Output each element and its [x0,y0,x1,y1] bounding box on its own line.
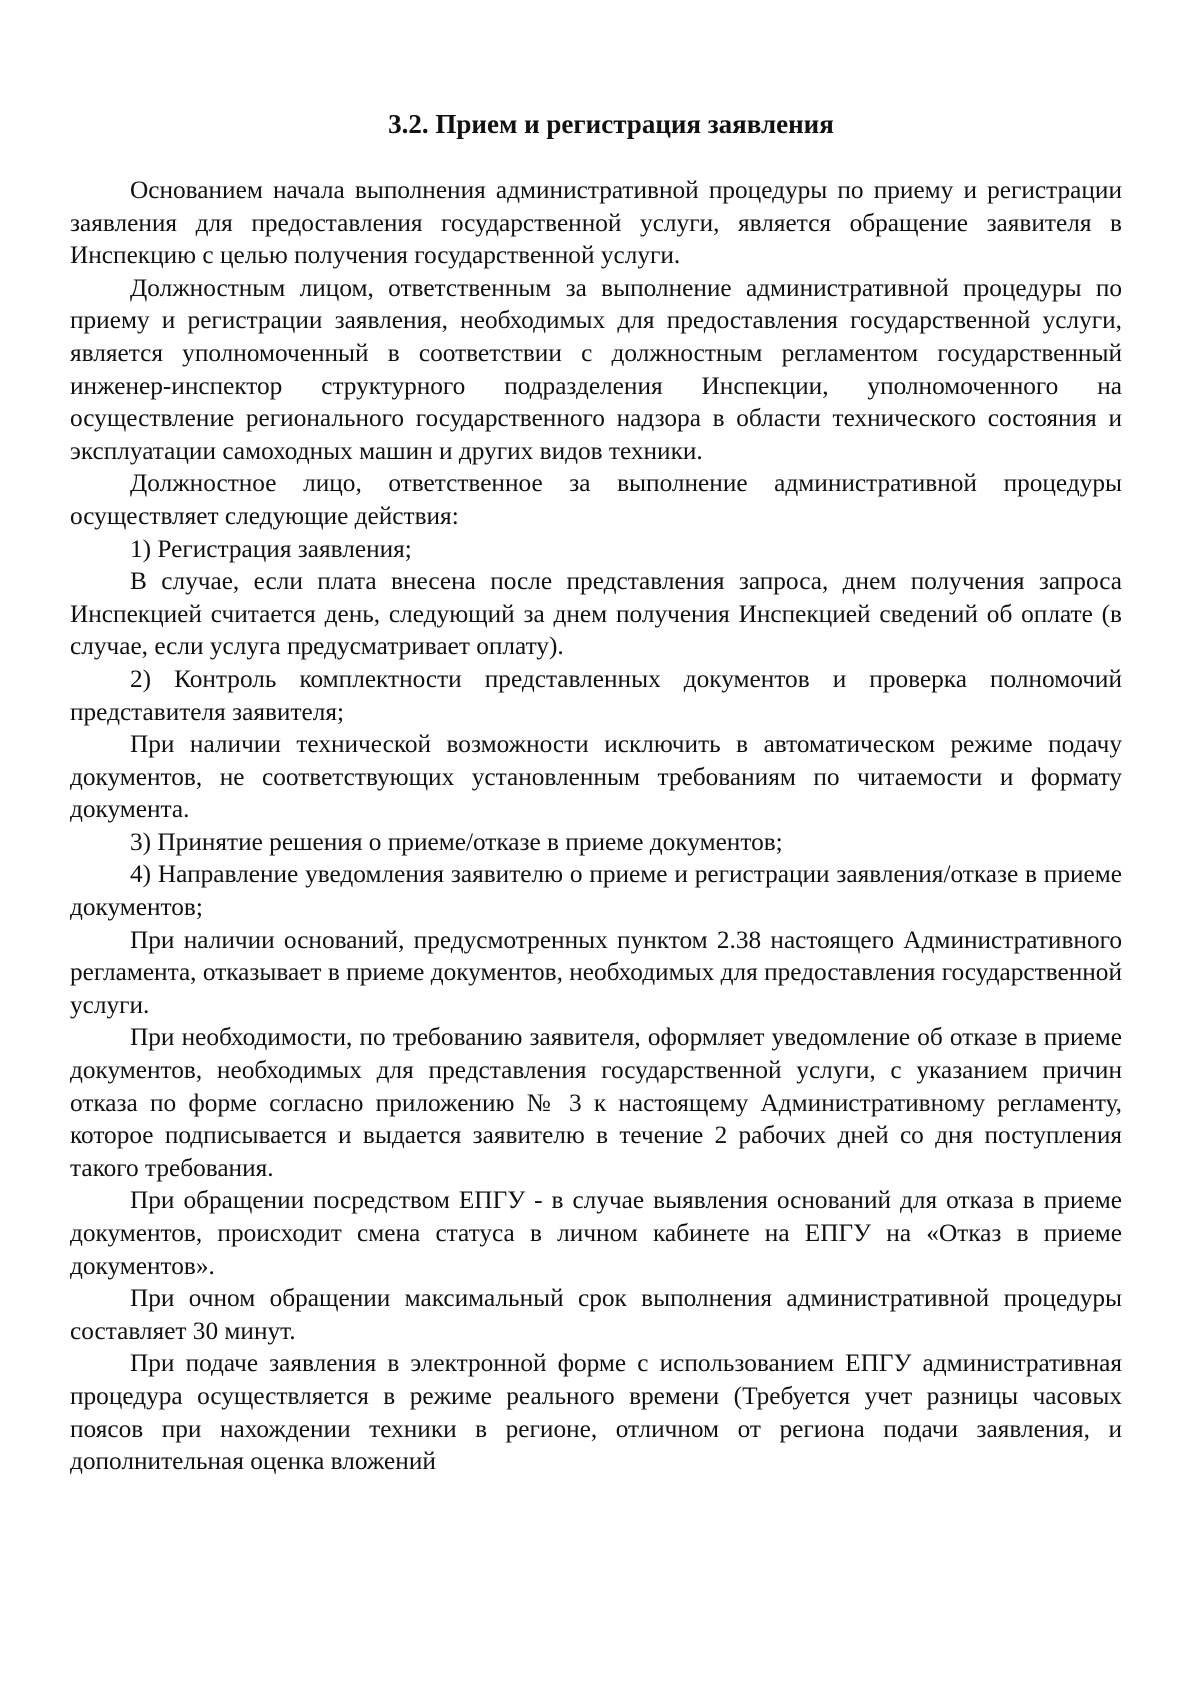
paragraph-grounds-refusal: При наличии оснований, предусмотренных пунктом 2.38 настоящего Административного регламента, отказывает в приеме документов, необходимых для предоставления государственной услуги. [70,925,1122,1019]
paragraph-actions-intro: Должностное лицо, ответственное за выполнение административной процедуры осуществляет следующие действия: [70,469,1122,530]
paragraph-electronic-submission: При подаче заявления в электронной форме с использованием ЕПГУ административная процедура осуществляется в режиме реального времени (Требуется учет разницы часовых поясов при нахождении техники в регионе, отличном от региона подачи заявления, и дополнительная оценка вложений [70,1349,1122,1476]
paragraph-refusal-notice: При необходимости, по требованию заявителя, оформляет уведомление об отказе в приеме документов, необходимых для представления государственной услуги, с указанием причин отказа по форме согласно приложению № 3 к настоящему Административному регламенту, которое подписывается и выдается заявителю в течение 2 рабочих дней со дня поступления такого требования. [70,1023,1122,1182]
list-item-2-completeness-check: 2) Контроль комплектности представленных документов и проверка полномочий представителя заявителя; [70,664,1122,726]
document-body [70,108,1122,1478]
paragraph-technical-possibility: При наличии технической возможности исключить в автоматическом режиме подачу документов, не соответствующих установленным требованиям по читаемости и формату документа. [70,730,1122,824]
paragraph-epgu-refusal: При обращении посредством ЕПГУ - в случае выявления оснований для отказа в приеме документов, происходит смена статуса в личном кабинете на ЕПГУ на «Отказ в приеме документов». [70,1186,1122,1280]
paragraph-basis: Основанием начала выполнения административной процедуры по приему и регистрации заявления для предоставления государственной услуги, является обращение заявителя в Инспекцию с целью получения государственной услуги. [70,176,1122,270]
paragraph-payment-date: В случае, если плата внесена после представления запроса, днем получения запроса Инспекцией считается день, следующий за днем получения Инспекцией сведений об оплате (в случае, если услуга предусматривает оплату). [70,567,1122,661]
section-title: 3.2. Прием и регистрация заявления [388,109,834,139]
paragraph-responsible-official: Должностным лицом, ответственным за выполнение административной процедуры по приему и регистрации заявления, необходимых для предоставления государственной услуги, является уполномоченный в соответствии с должностным регламентом государственный инженер-инспектор структурного подразделения Инспекции, уполномоченного на осуществление регионального государственного надзора в области технического состояния и эксплуатации самоходных машин и других видов техники. [70,273,1122,465]
paragraph-in-person-term: При очном обращении максимальный срок выполнения административной процедуры составляет 30 минут. [70,1284,1122,1345]
list-item-1-registration: 1) Регистрация заявления; [130,534,412,563]
list-item-3-decision: 3) Принятие решения о приеме/отказе в приеме документов; [130,827,783,856]
list-item-4-notification: 4) Направление уведомления заявителю о приеме и регистрации заявления/отказе в приеме документов; [70,860,1122,922]
